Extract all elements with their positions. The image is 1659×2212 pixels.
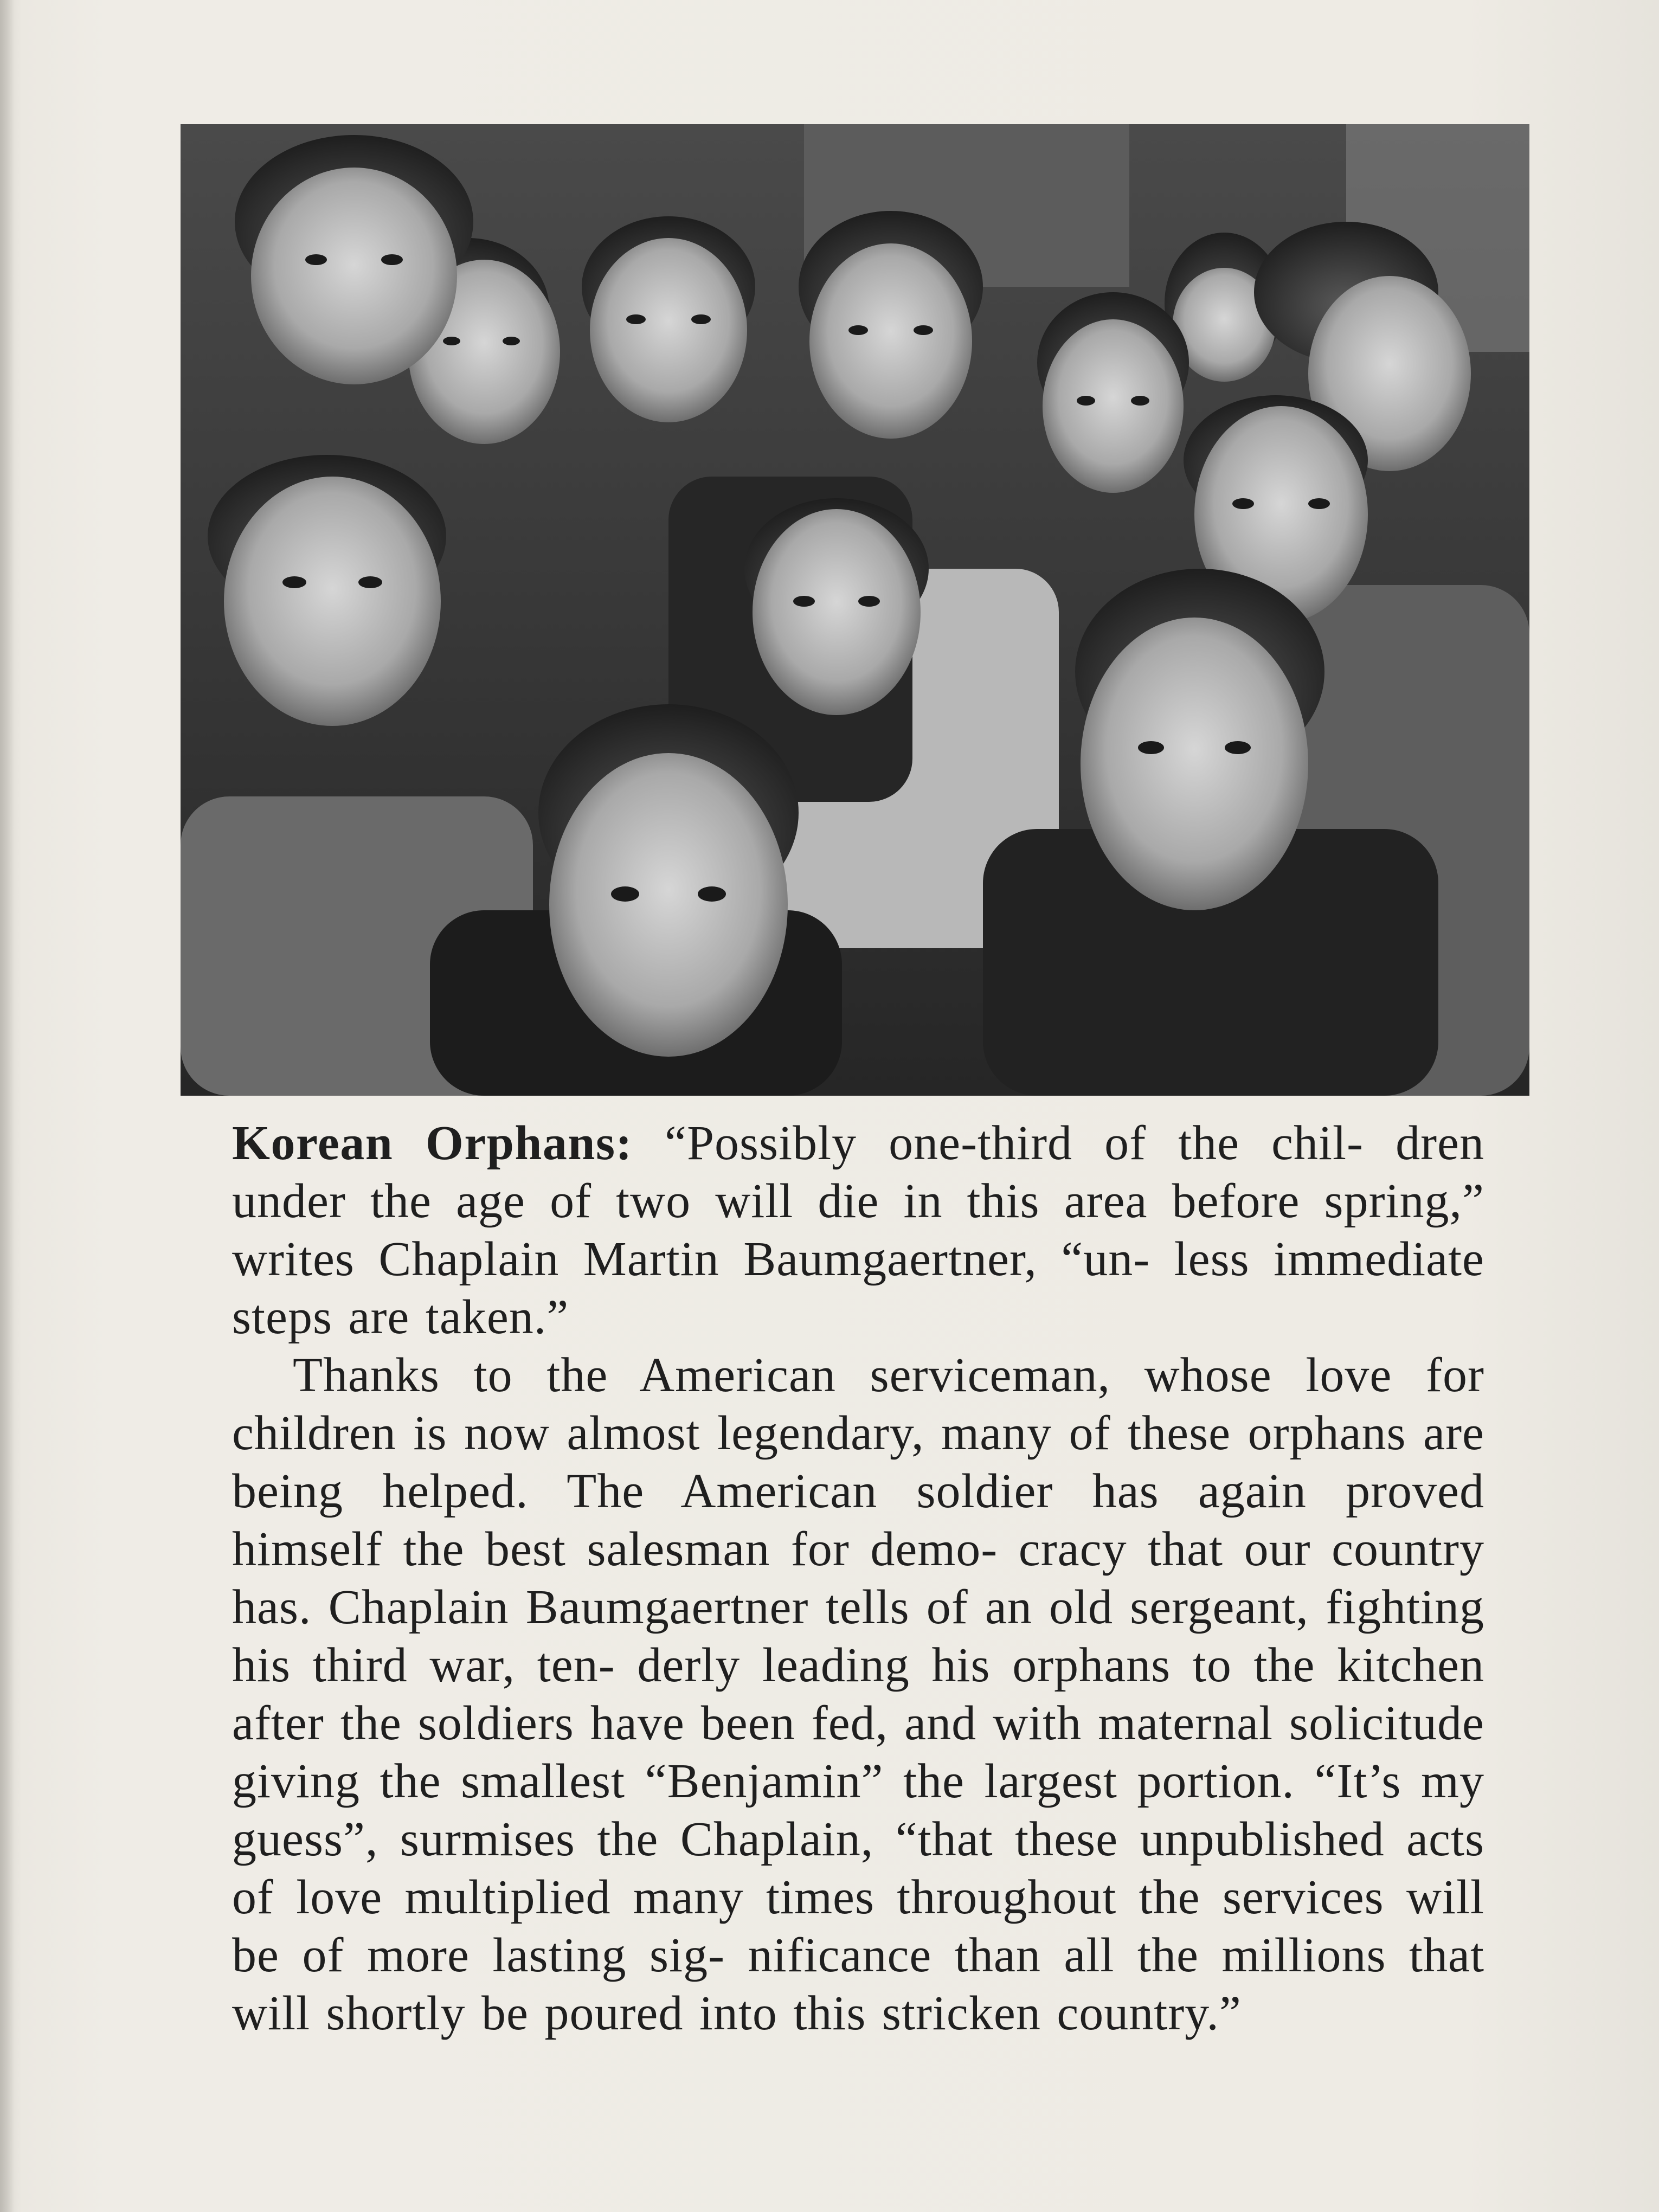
caption-heading: Korean Orphans: <box>232 1116 633 1170</box>
photo-caption <box>232 1114 1484 2042</box>
caption-paragraph-2: Thanks to the American serviceman, whose love for children is now almost legendary, many of these orphans are being helped. The American soldier has again proved himself the best salesman for demo- cracy that our country has. Chaplain Baumgaertner tells of an old sergeant, fighting his third war, ten- derly leading his orphans to the kitchen after the soldiers have been fed, and with maternal solicitude giving the smallest “Benjamin” the largest portion. “It’s my guess”, surmises the Chaplain, “that these unpublished acts of love multiplied many times throughout the services will be of more lasting sig- nificance than all the millions that will shortly be poured into this stricken country.” <box>232 1348 1484 2040</box>
caption-quote: “Possibly one-third of the chil- dren under the age of two will die in this area before spring,” writes Chaplain Martin Baumgaertner, “un- less immediate steps are taken.” <box>232 1116 1484 1344</box>
caption-paragraph-1 <box>232 1114 1484 1346</box>
photograph-illustration <box>181 124 1529 1096</box>
orphans-photograph <box>181 124 1529 1096</box>
spine-shadow <box>0 0 14 2212</box>
